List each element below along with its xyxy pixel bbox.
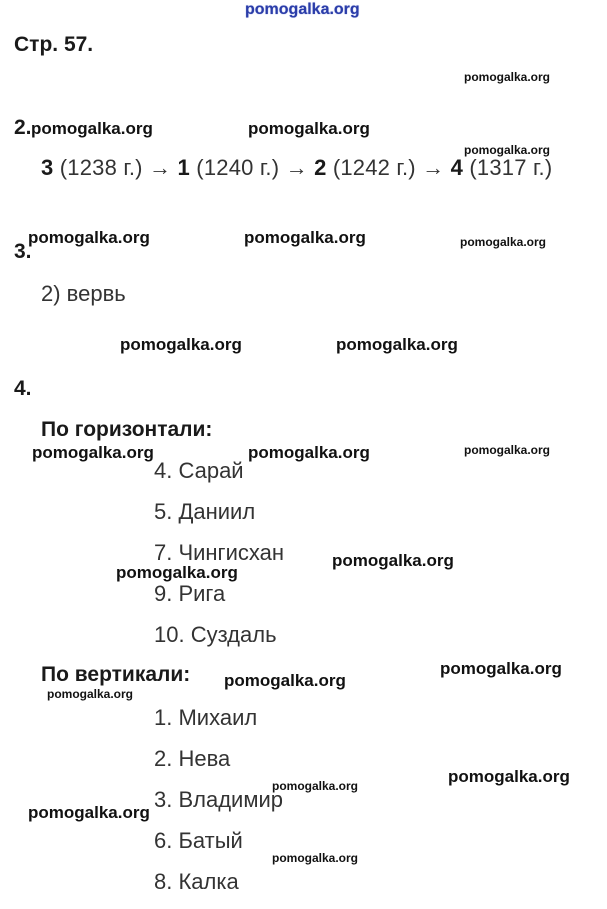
watermark: pomogalka.org (336, 335, 458, 354)
watermark: pomogalka.org (28, 228, 150, 247)
crossword-answer-item: 4. Сарай (154, 458, 244, 483)
arrow-icon: → (149, 155, 172, 180)
watermark: pomogalka.org (332, 551, 454, 570)
timeline-year: (1240 г.) (196, 155, 280, 180)
watermark: pomogalka.org (31, 119, 153, 138)
page-title: Стр. 57. (14, 33, 94, 56)
watermark: pomogalka.org (248, 443, 370, 462)
watermark: pomogalka.org (440, 659, 562, 678)
crossword-answer-item: 7. Чингисхан (154, 540, 285, 565)
crossword-answer-item: 3. Владимир (154, 787, 283, 812)
vertical-heading: По вертикали: (41, 663, 191, 686)
task-2-timeline (41, 155, 552, 181)
watermark: pomogalka.org (464, 143, 551, 157)
horizontal-heading: По горизонтали: (41, 418, 213, 441)
watermark: pomogalka.org (47, 687, 134, 701)
crossword-answer-item: 9. Рига (154, 581, 226, 606)
watermark: pomogalka.org (28, 803, 150, 822)
watermark: pomogalka.org (464, 70, 551, 84)
crossword-answer-item: 10. Суздаль (154, 622, 277, 647)
watermark: pomogalka.org (448, 767, 570, 786)
crossword-answer-item: 1. Михаил (154, 705, 258, 730)
crossword-answer-item: 5. Даниил (154, 499, 256, 524)
crossword-answer-item: 2. Нева (154, 746, 231, 771)
timeline-num: 1 (177, 155, 190, 180)
task-3-answer: 2) вервь (41, 281, 126, 306)
task-4-number: 4. (14, 377, 32, 400)
watermark: pomogalka.org (272, 851, 359, 865)
arrow-icon: → (422, 155, 445, 180)
watermark: pomogalka.org (32, 443, 154, 462)
timeline-num: 3 (41, 155, 54, 180)
timeline-year: (1317 г.) (469, 155, 553, 180)
crossword-answer-item: 8. Калка (154, 869, 239, 894)
watermark: pomogalka.org (272, 779, 359, 793)
task-2-number: 2. (14, 116, 32, 139)
watermark: pomogalka.org (116, 563, 238, 582)
watermark: pomogalka.org (244, 228, 366, 247)
task-3-number: 3. (14, 240, 32, 263)
watermark: pomogalka.org (248, 119, 370, 138)
watermark: pomogalka.org (224, 671, 346, 690)
watermark: pomogalka.org (460, 235, 547, 249)
site-header-watermark: pomogalka.org (245, 1, 360, 18)
arrow-icon: → (285, 155, 308, 180)
timeline-num: 4 (450, 155, 464, 180)
timeline-year: (1238 г.) (59, 155, 143, 180)
crossword-answer-item: 6. Батый (154, 828, 243, 853)
watermark: pomogalka.org (464, 443, 551, 457)
timeline-year: (1242 г.) (332, 155, 416, 180)
watermark: pomogalka.org (120, 335, 242, 354)
timeline-num: 2 (314, 155, 327, 180)
